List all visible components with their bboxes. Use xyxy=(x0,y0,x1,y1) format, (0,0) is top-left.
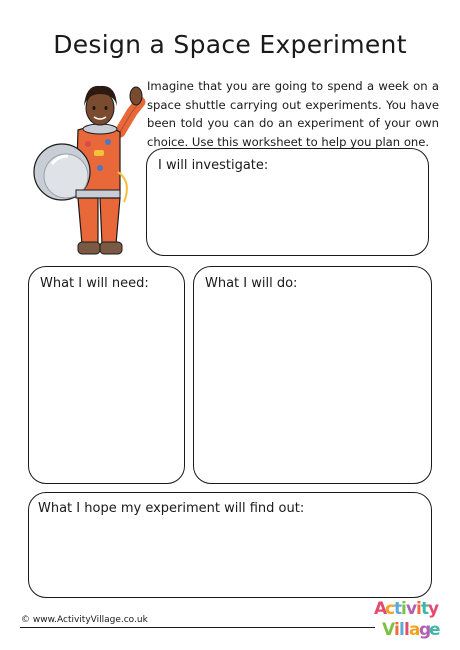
svg-text:e: e xyxy=(429,620,441,640)
svg-text:g: g xyxy=(419,620,432,640)
do-label: What I will do: xyxy=(205,276,298,291)
need-label: What I will need: xyxy=(40,276,149,291)
svg-text:l: l xyxy=(404,620,410,640)
investigate-box[interactable] xyxy=(146,148,429,256)
footer-credit xyxy=(21,615,152,625)
astronaut-illustration xyxy=(28,72,146,258)
copyright-symbol: © xyxy=(21,615,30,625)
svg-text:t: t xyxy=(394,599,403,619)
svg-text:A: A xyxy=(374,599,388,619)
svg-text:v: v xyxy=(406,599,418,619)
hope-label: What I hope my experiment will find out: xyxy=(38,501,305,516)
footer-site-link[interactable]: www.ActivityVillage.co.uk xyxy=(32,615,148,625)
svg-text:V: V xyxy=(382,620,396,640)
svg-text:i: i xyxy=(394,620,400,640)
activity-village-logo xyxy=(372,596,444,640)
do-box[interactable] xyxy=(193,266,432,484)
svg-text:l: l xyxy=(399,620,405,640)
svg-text:i: i xyxy=(401,599,407,619)
svg-text:t: t xyxy=(421,599,430,619)
intro-paragraph: Imagine that you are going to spend a week on a space shuttle carrying out experiments. You have been told you can do an experiment of your own choice. Use this worksheet to help you plan one. xyxy=(147,79,439,149)
svg-text:c: c xyxy=(385,599,396,619)
svg-text:y: y xyxy=(428,599,440,619)
investigate-label: I will investigate: xyxy=(158,158,269,173)
hope-box[interactable] xyxy=(28,492,432,598)
worksheet-title: Design a Space Experiment xyxy=(53,30,407,59)
need-box[interactable] xyxy=(28,266,185,484)
svg-text:a: a xyxy=(409,620,421,640)
svg-text:i: i xyxy=(416,599,422,619)
footer-divider xyxy=(20,627,375,628)
